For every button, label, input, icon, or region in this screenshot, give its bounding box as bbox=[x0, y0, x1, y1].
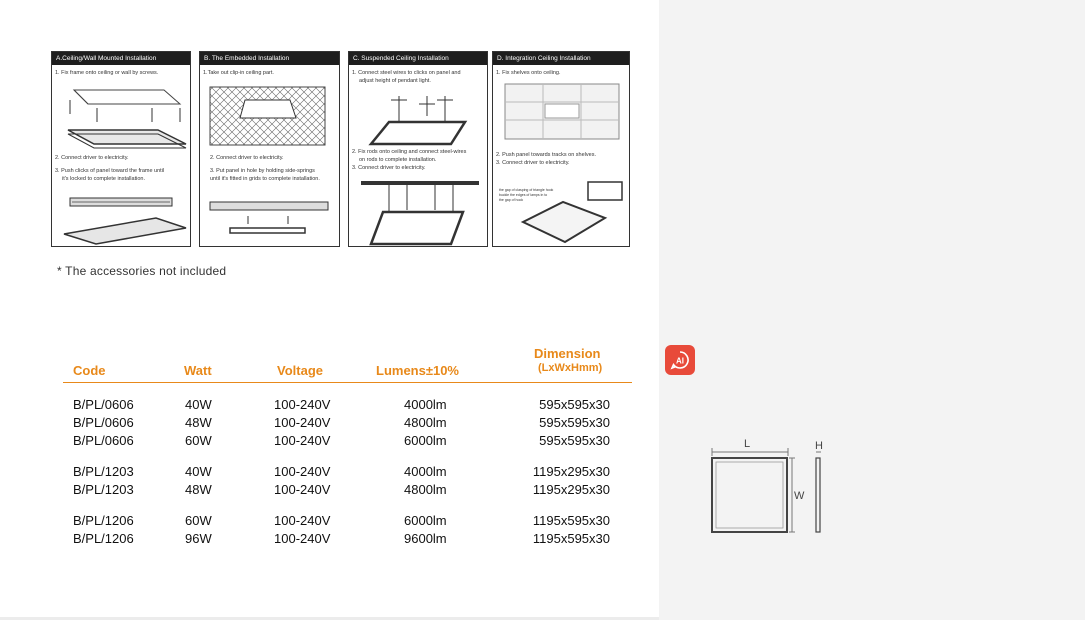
cell-lumens: 9600lm bbox=[404, 531, 447, 546]
cell-voltage: 100-240V bbox=[274, 513, 331, 528]
cell-watt: 48W bbox=[185, 482, 212, 497]
panel-title: B. The Embedded Installation bbox=[200, 52, 339, 65]
accessories-note: * The accessories not included bbox=[57, 264, 227, 278]
cell-dimension: 595x595x30 bbox=[539, 397, 610, 412]
step-text: 1. Fix shelves onto ceiling. bbox=[496, 70, 561, 76]
step-text: 1. Fix frame onto ceiling or wall by screws. bbox=[55, 70, 159, 76]
step-text: 2. Push panel towards tracks on shelves. bbox=[496, 152, 596, 158]
step-text: on rods to complete installation. bbox=[359, 157, 437, 163]
cell-lumens: 6000lm bbox=[404, 513, 447, 528]
cell-dimension: 1195x295x30 bbox=[532, 464, 610, 479]
cell-watt: 60W bbox=[185, 513, 212, 528]
ai-assistant-button[interactable] bbox=[665, 345, 695, 375]
cell-lumens: 4800lm bbox=[404, 482, 447, 497]
hook-note: the gap of hook bbox=[499, 198, 524, 202]
cell-voltage: 100-240V bbox=[274, 433, 331, 448]
dimension-diagram bbox=[705, 440, 835, 540]
header-watt: Watt bbox=[184, 363, 212, 378]
step-text: it's locked to complete installation. bbox=[62, 176, 145, 182]
header-voltage: Voltage bbox=[277, 363, 323, 378]
cell-lumens: 6000lm bbox=[404, 433, 447, 448]
cell-lumens: 4000lm bbox=[404, 464, 447, 479]
step-text: 1. Connect steel wires to clicks on panel and bbox=[352, 70, 461, 76]
step-text: adjust height of pendant light. bbox=[359, 78, 431, 84]
cell-code: B/PL/1206 bbox=[73, 513, 134, 528]
cell-watt: 40W bbox=[185, 397, 212, 412]
step-text: 3. Connect driver to electricity. bbox=[352, 165, 426, 171]
cell-code: B/PL/0606 bbox=[73, 433, 134, 448]
cell-dimension: 1195x595x30 bbox=[532, 513, 610, 528]
step-text: 2. Fix rods onto ceiling and connect steel-wires bbox=[352, 149, 467, 155]
cell-watt: 96W bbox=[185, 531, 212, 546]
hook-note: buckle the edges of lamps in to bbox=[499, 193, 548, 197]
install-panel-suspended bbox=[348, 51, 488, 247]
cell-dimension: 1195x595x30 bbox=[532, 531, 610, 546]
install-panel-embedded bbox=[199, 51, 340, 247]
panel-title: D. Integration Ceiling Installation bbox=[493, 52, 629, 65]
ai-icon bbox=[670, 350, 690, 370]
integration-illustration bbox=[493, 52, 631, 248]
cell-code: B/PL/1206 bbox=[73, 531, 134, 546]
cell-code: B/PL/1203 bbox=[73, 464, 134, 479]
cell-voltage: 100-240V bbox=[274, 415, 331, 430]
cell-watt: 48W bbox=[185, 415, 212, 430]
embedded-illustration bbox=[200, 52, 341, 248]
cell-lumens: 4000lm bbox=[404, 397, 447, 412]
width-label: W bbox=[794, 490, 805, 502]
cell-lumens: 4800lm bbox=[404, 415, 447, 430]
header-code: Code bbox=[73, 363, 106, 378]
cell-dimension: 595x595x30 bbox=[539, 433, 610, 448]
cell-watt: 40W bbox=[185, 464, 212, 479]
cell-voltage: 100-240V bbox=[274, 531, 331, 546]
install-panel-integration bbox=[492, 51, 630, 247]
cell-code: B/PL/0606 bbox=[73, 415, 134, 430]
panel-title: A.Ceiling/Wall Mounted Installation bbox=[52, 52, 190, 65]
cell-voltage: 100-240V bbox=[274, 397, 331, 412]
step-text: 3. Connect driver to electricity. bbox=[496, 160, 570, 166]
header-dimension-unit: (LxWxHmm) bbox=[538, 362, 603, 374]
cell-voltage: 100-240V bbox=[274, 464, 331, 479]
ai-label: AI bbox=[676, 356, 684, 366]
table-header-rule bbox=[63, 382, 632, 383]
hook-note: the gap of clasping of triangle hook bbox=[499, 188, 554, 192]
length-label: L bbox=[744, 438, 751, 450]
step-text: 1.Take out clip-in ceiling part. bbox=[203, 70, 274, 76]
step-text: 3. Put panel in hole by holding side-springs bbox=[210, 168, 315, 174]
height-label: H bbox=[815, 440, 823, 452]
cell-watt: 60W bbox=[185, 433, 212, 448]
cell-code: B/PL/0606 bbox=[73, 397, 134, 412]
ceiling-wall-illustration bbox=[52, 52, 192, 248]
install-panel-ceiling-wall bbox=[51, 51, 191, 247]
cell-voltage: 100-240V bbox=[274, 482, 331, 497]
cell-dimension: 1195x295x30 bbox=[532, 482, 610, 497]
header-lumens: Lumens±10% bbox=[376, 363, 459, 378]
cell-dimension: 595x595x30 bbox=[539, 415, 610, 430]
step-text: 2. Connect driver to electricity. bbox=[55, 155, 129, 161]
header-dimension: Dimension bbox=[534, 346, 601, 361]
panel-title: C. Suspended Ceiling Installation bbox=[349, 52, 487, 65]
cell-code: B/PL/1203 bbox=[73, 482, 134, 497]
step-text: 3. Push clicks of panel toward the frame until bbox=[55, 168, 165, 174]
step-text: 2. Connect driver to electricity. bbox=[210, 155, 284, 161]
step-text: until it's fitted in grids to complete installation. bbox=[210, 176, 320, 182]
